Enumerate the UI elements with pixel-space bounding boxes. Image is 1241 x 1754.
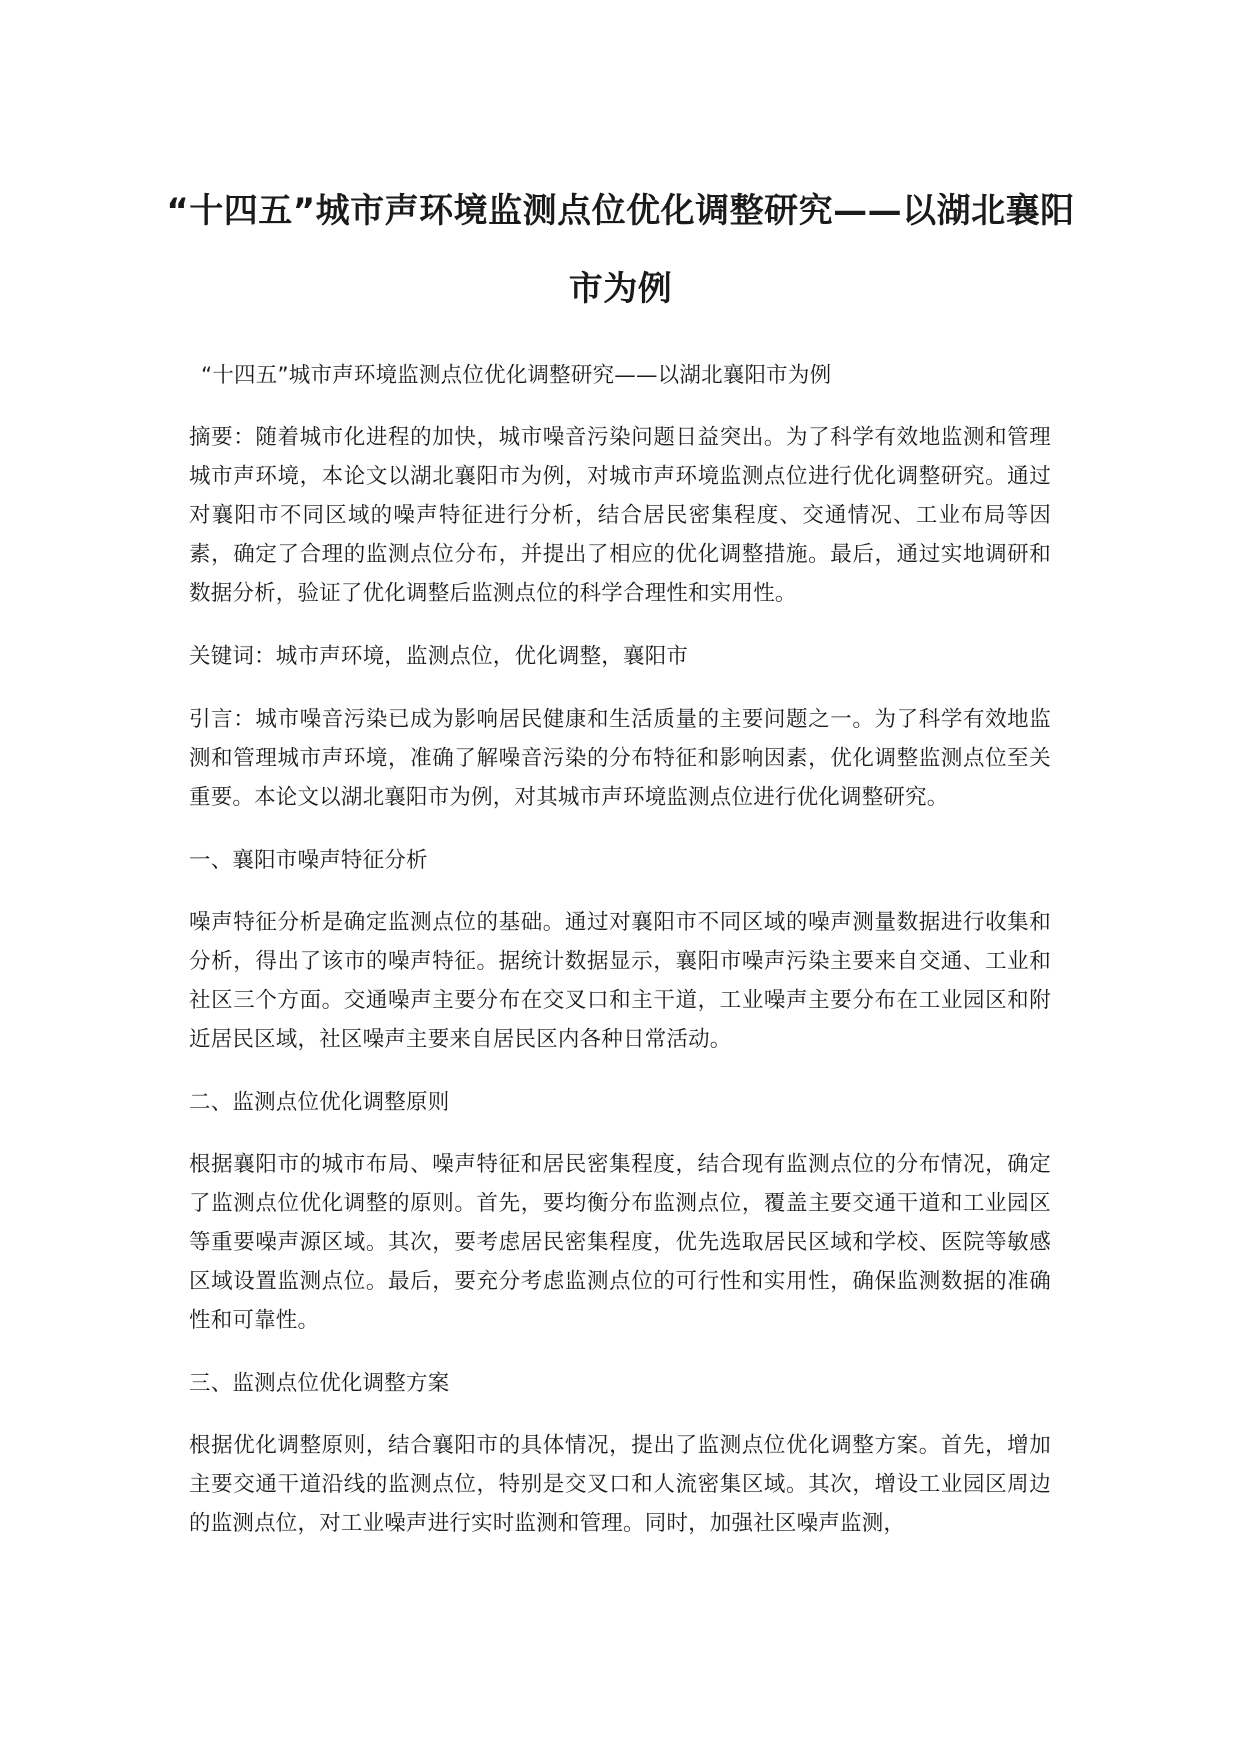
section-heading-1: 一、襄阳市噪声特征分析 bbox=[189, 848, 428, 873]
abstract-paragraph: 摘要：随着城市化进程的加快，城市噪音污染问题日益突出。为了科学有效地监测和管理城市声环境，本论文以湖北襄阳市为例，对城市声环境监测点位进行优化调整研究。通过对襄阳市不同区域的噪声特征进行分析，结合居民密集程度、交通情况、工业布局等因素，确定了合理的监测点位分布，并提出了相应的优化调整措施。最后，通过实地调研和数据分析，验证了优化调整后监测点位的科学合理性和实用性。 bbox=[189, 425, 1051, 606]
section-body-3: 根据优化调整原则，结合襄阳市的具体情况，提出了监测点位优化调整方案。首先，增加主要交通干道沿线的监测点位，特别是交叉口和人流密集区域。其次，增设工业园区周边的监测点位，对工业噪声进行实时监测和管理。同时，加强社区噪声监测， bbox=[189, 1433, 1051, 1536]
section-heading-3: 三、监测点位优化调整方案 bbox=[189, 1371, 450, 1396]
document-subtitle: “十四五”城市声环境监测点位优化调整研究——以湖北襄阳市为例 bbox=[201, 363, 832, 388]
section-body-2: 根据襄阳市的城市布局、噪声特征和居民密集程度，结合现有监测点位的分布情况，确定了监测点位优化调整的原则。首先，要均衡分布监测点位，覆盖主要交通干道和工业园区等重要噪声源区域。其次，要考虑居民密集程度，优先选取居民区域和学校、医院等敏感区域设置监测点位。最后，要充分考虑监测点位的可行性和实用性，确保监测数据的准确性和可靠性。 bbox=[189, 1152, 1051, 1333]
section-heading-2: 二、监测点位优化调整原则 bbox=[189, 1090, 450, 1115]
document-body bbox=[189, 356, 1051, 1567]
document-title: “十四五”城市声环境监测点位优化调整研究——以湖北襄阳市为例 bbox=[166, 191, 1075, 309]
introduction-paragraph: 引言：城市噪音污染已成为影响居民健康和生活质量的主要问题之一。为了科学有效地监测和管理城市声环境，准确了解噪音污染的分布特征和影响因素，优化调整监测点位至关重要。本论文以湖北襄阳市为例，对其城市声环境监测点位进行优化调整研究。 bbox=[189, 707, 1051, 810]
keywords-paragraph: 关键词：城市声环境，监测点位，优化调整，襄阳市 bbox=[189, 644, 689, 669]
section-body-1: 噪声特征分析是确定监测点位的基础。通过对襄阳市不同区域的噪声测量数据进行收集和分析，得出了该市的噪声特征。据统计数据显示，襄阳市噪声污染主要来自交通、工业和社区三个方面。交通噪声主要分布在交叉口和主干道，工业噪声主要分布在工业园区和附近居民区域，社区噪声主要来自居民区内各种日常活动。 bbox=[189, 910, 1051, 1052]
